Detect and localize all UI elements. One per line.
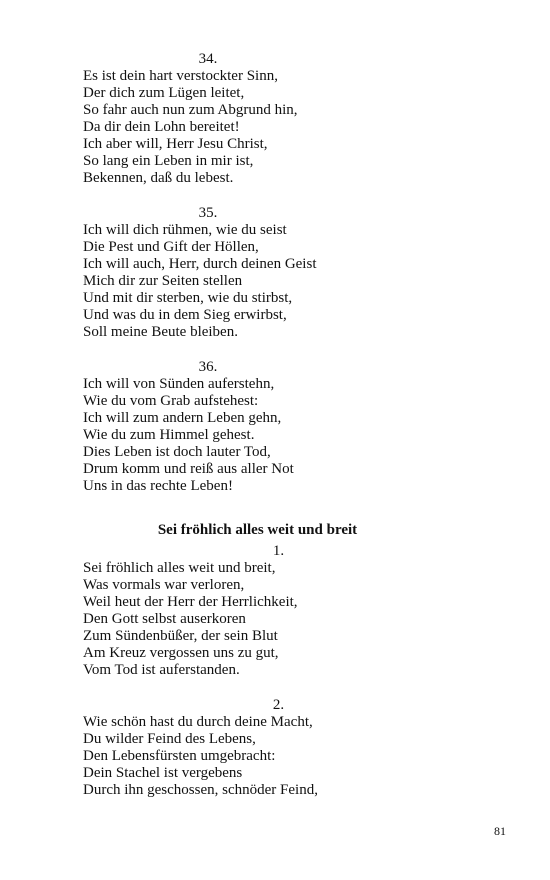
verse-line: Sei fröhlich alles weit und breit, xyxy=(83,560,276,576)
stanza-number: 34. xyxy=(198,51,218,67)
verse-line: Und was du in dem Sieg erwirbst, xyxy=(83,307,287,323)
verse-line: Die Pest und Gift der Höllen, xyxy=(83,239,259,255)
section-gap xyxy=(83,495,498,521)
verse-line: Und mit dir sterben, wie du stirbst, xyxy=(83,290,293,306)
verse-line: Da dir dein Lohn bereitet! xyxy=(83,119,240,135)
stanza-number: 36. xyxy=(198,359,218,375)
stanza-1 xyxy=(83,543,498,679)
verse-line: So fahr auch nun zum Abgrund hin, xyxy=(83,102,298,118)
verse-line: Du wilder Feind des Lebens, xyxy=(83,731,256,747)
stanza-number: 1. xyxy=(272,543,285,559)
verse-line: Es ist dein hart verstockter Sinn, xyxy=(83,68,278,84)
verse-line: Ich will von Sünden auferstehn, xyxy=(83,376,275,392)
verse-line: Uns in das rechte Leben! xyxy=(83,478,233,494)
verse-line: Durch ihn geschossen, schnöder Feind, xyxy=(83,782,318,798)
verse-line: Wie du zum Himmel gehest. xyxy=(83,427,255,443)
verse-line: Ich will dich rühmen, wie du seist xyxy=(83,222,287,238)
verse-line: Drum komm und reiß aus aller Not xyxy=(83,461,294,477)
verse-line: Den Lebensfürsten umgebracht: xyxy=(83,748,276,764)
stanza-gap xyxy=(83,341,498,359)
stanza-2 xyxy=(83,697,498,799)
stanza-gap xyxy=(83,187,498,205)
stanza-34 xyxy=(83,51,498,187)
verse-line: Ich aber will, Herr Jesu Christ, xyxy=(83,136,268,152)
verse-line: So lang ein Leben in mir ist, xyxy=(83,153,254,169)
stanza-number: 35. xyxy=(198,205,218,221)
verse-line: Weil heut der Herr der Herrlichkeit, xyxy=(83,594,298,610)
verse-line: Ich will auch, Herr, durch deinen Geist xyxy=(83,256,317,272)
verse-line: Bekennen, daß du lebest. xyxy=(83,170,234,186)
verse-line: Dein Stachel ist vergebens xyxy=(83,765,243,781)
verse-line: Der dich zum Lügen leitet, xyxy=(83,85,245,101)
verse-line: Mich dir zur Seiten stellen xyxy=(83,273,243,289)
verse-line: Soll meine Beute bleiben. xyxy=(83,324,238,340)
stanza-number: 2. xyxy=(272,697,285,713)
verse-line: Am Kreuz vergossen uns zu gut, xyxy=(83,645,279,661)
page-content xyxy=(83,51,498,799)
page-number: 81 xyxy=(494,824,506,838)
verse-line: Den Gott selbst auserkoren xyxy=(83,611,246,627)
verse-line: Ich will zum andern Leben gehn, xyxy=(83,410,282,426)
verse-line: Zum Sündenbüßer, der sein Blut xyxy=(83,628,278,644)
verse-line: Wie schön hast du durch deine Macht, xyxy=(83,714,313,730)
verse-line: Dies Leben ist doch lauter Tod, xyxy=(83,444,271,460)
verse-line: Vom Tod ist auferstanden. xyxy=(83,662,240,678)
verse-line: Wie du vom Grab aufstehest: xyxy=(83,393,259,409)
stanza-35 xyxy=(83,205,498,341)
song-title: Sei fröhlich alles weit und breit xyxy=(157,522,358,538)
verse-line: Was vormals war verloren, xyxy=(83,577,245,593)
stanza-36 xyxy=(83,359,498,495)
stanza-gap xyxy=(83,679,498,697)
